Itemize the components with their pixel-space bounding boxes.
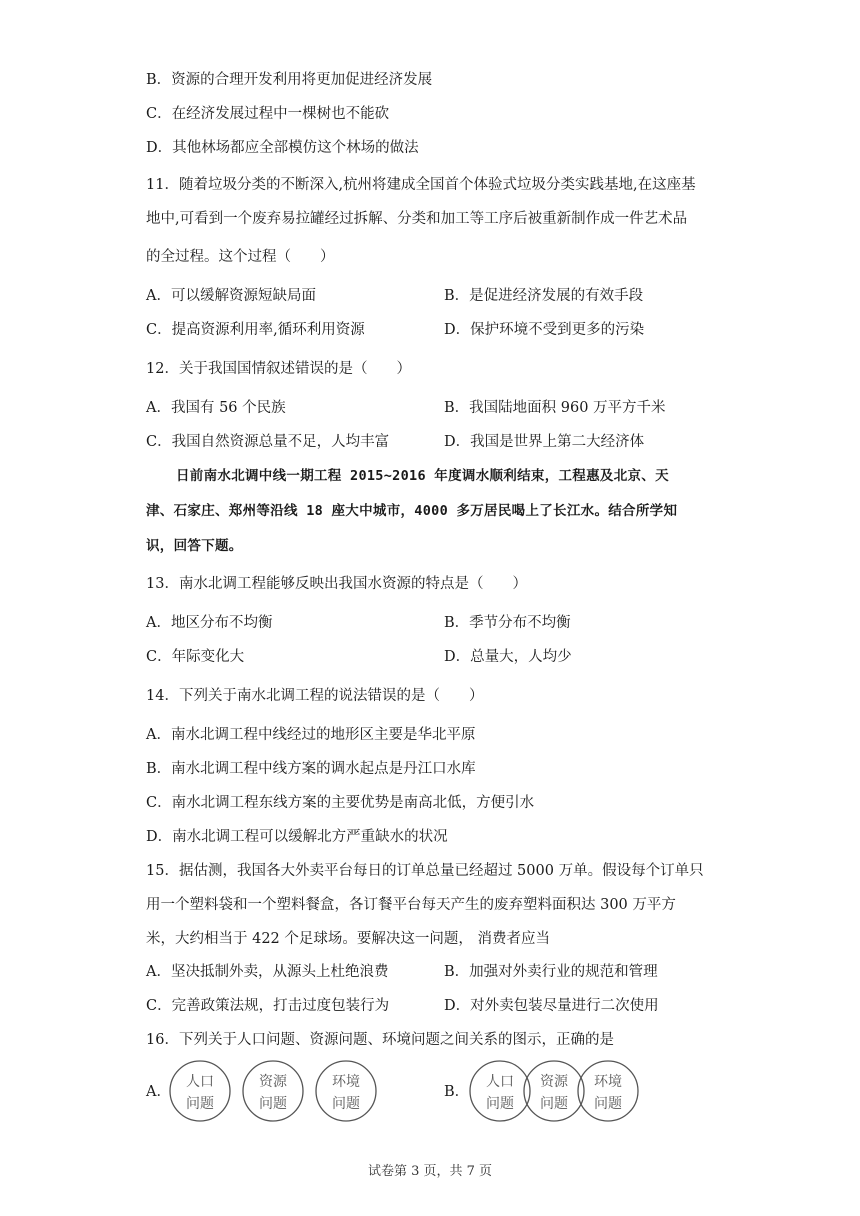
q11-option-c: C．提高资源利用率,循环利用资源 xyxy=(146,322,365,338)
resource-circle xyxy=(524,1061,584,1121)
q12-option-a: A．我国有 56 个民族 xyxy=(146,400,286,416)
resource-circle xyxy=(243,1061,303,1121)
q13-stem: 13．南水北调工程能够反映出我国水资源的特点是（ ） xyxy=(146,576,527,592)
q14-option-d: D．南水北调工程可以缓解北方严重缺水的状况 xyxy=(146,829,448,845)
q13-option-d: D．总量大，人均少 xyxy=(444,649,572,665)
q14-option-c: C．南水北调工程东线方案的主要优势是南高北低，方便引水 xyxy=(146,795,535,811)
q10-option-c: C．在经济发展过程中一棵树也不能砍 xyxy=(146,106,390,122)
environment-text-2: 问题 xyxy=(332,1096,360,1112)
q15-option-c: C．完善政策法规，打击过度包装行为 xyxy=(146,998,390,1014)
q16-stem: 16．下列关于人口问题、资源问题、环境问题之间关系的图示，正确的是 xyxy=(146,1032,614,1048)
q10-option-b: B．资源的合理开发利用将更加促进经济发展 xyxy=(146,72,433,88)
population-text-1: 人口 xyxy=(186,1074,214,1090)
q11-stem-line-3: 的全过程。这个过程（ ） xyxy=(146,249,335,265)
q13-option-c: C．年际变化大 xyxy=(146,649,245,665)
overlapping-circles-diagram xyxy=(468,1058,644,1124)
q11-option-a: A．可以缓解资源短缺局面 xyxy=(146,288,316,304)
q15-stem-line-1: 15．据估测，我国各大外卖平台每日的订单总量已经超过 5000 万单。假设每个订单只 xyxy=(146,863,704,879)
q15-option-d: D．对外卖包装尽量进行二次使用 xyxy=(444,998,659,1014)
q16-option-a-diagram xyxy=(168,1058,388,1124)
q12-stem: 12．关于我国国情叙述错误的是（ ） xyxy=(146,361,411,377)
population-text-2: 问题 xyxy=(186,1096,214,1112)
q15-option-b: B．加强对外卖行业的规范和管理 xyxy=(444,964,658,980)
q14-stem: 14．下列关于南水北调工程的说法错误的是（ ） xyxy=(146,688,484,704)
q11-stem-line-1: 11．随着垃圾分类的不断深入,杭州将建成全国首个体验式垃圾分类实践基地,在这座基 xyxy=(146,177,696,193)
population-circle xyxy=(470,1061,530,1121)
q15-stem-line-3: 米，大约相当于 422 个足球场。要解决这一问题， 消费者应当 xyxy=(146,931,551,947)
q11-option-d: D．保护环境不受到更多的污染 xyxy=(444,322,645,338)
population-text-1: 人口 xyxy=(486,1074,514,1090)
q16-option-b-label: B． xyxy=(444,1084,470,1100)
q13-option-a: A．地区分布不均衡 xyxy=(146,615,273,631)
q12-option-c: C．我国自然资源总量不足，人均丰富 xyxy=(146,434,390,450)
environment-text-1: 环境 xyxy=(332,1074,360,1090)
passage-line-3: 识，回答下题。 xyxy=(146,538,243,554)
q15-stem-line-2: 用一个塑料袋和一个塑料餐盒，各订餐平台每天产生的废弃塑料面积达 300 万平方 xyxy=(146,897,676,913)
resource-text-2: 问题 xyxy=(540,1096,568,1112)
q12-option-d: D．我国是世界上第二大经济体 xyxy=(444,434,645,450)
population-circle xyxy=(170,1061,230,1121)
environment-text-2: 问题 xyxy=(594,1096,622,1112)
q14-option-a: A．南水北调工程中线经过的地形区主要是华北平原 xyxy=(146,727,476,743)
q11-stem-line-2: 地中,可看到一个废弃易拉罐经过拆解、分类和加工等工序后被重新制作成一件艺术品 xyxy=(146,211,688,227)
environment-circle xyxy=(578,1061,638,1121)
resource-text-2: 问题 xyxy=(259,1096,287,1112)
q13-option-b: B．季节分布不均衡 xyxy=(444,615,571,631)
q14-option-b: B．南水北调工程中线方案的调水起点是丹江口水库 xyxy=(146,761,476,777)
q15-option-a: A．坚决抵制外卖，从源头上杜绝浪费 xyxy=(146,964,389,980)
environment-circle xyxy=(316,1061,376,1121)
passage-line-1: 日前南水北调中线一期工程 2015~2016 年度调水顺利结束，工程惠及北京、天 xyxy=(176,468,669,484)
resource-text-1: 资源 xyxy=(259,1074,287,1090)
q10-option-d: D．其他林场都应全部模仿这个林场的做法 xyxy=(146,140,419,156)
resource-text-1: 资源 xyxy=(540,1074,568,1090)
q16-option-a-label: A． xyxy=(146,1084,171,1100)
environment-text-1: 环境 xyxy=(594,1074,622,1090)
passage-line-2: 津、石家庄、郑州等沿线 18 座大中城市，4000 多万居民喝上了长江水。结合所学知 xyxy=(146,503,678,519)
page-footer: 试卷第 3 页，共 7 页 xyxy=(367,1164,493,1179)
q16-option-b-diagram xyxy=(468,1058,644,1124)
population-text-2: 问题 xyxy=(486,1096,514,1112)
separate-circles-diagram xyxy=(168,1058,388,1124)
q11-option-b: B．是促进经济发展的有效手段 xyxy=(444,288,644,304)
q12-option-b: B．我国陆地面积 960 万平方千米 xyxy=(444,400,666,416)
